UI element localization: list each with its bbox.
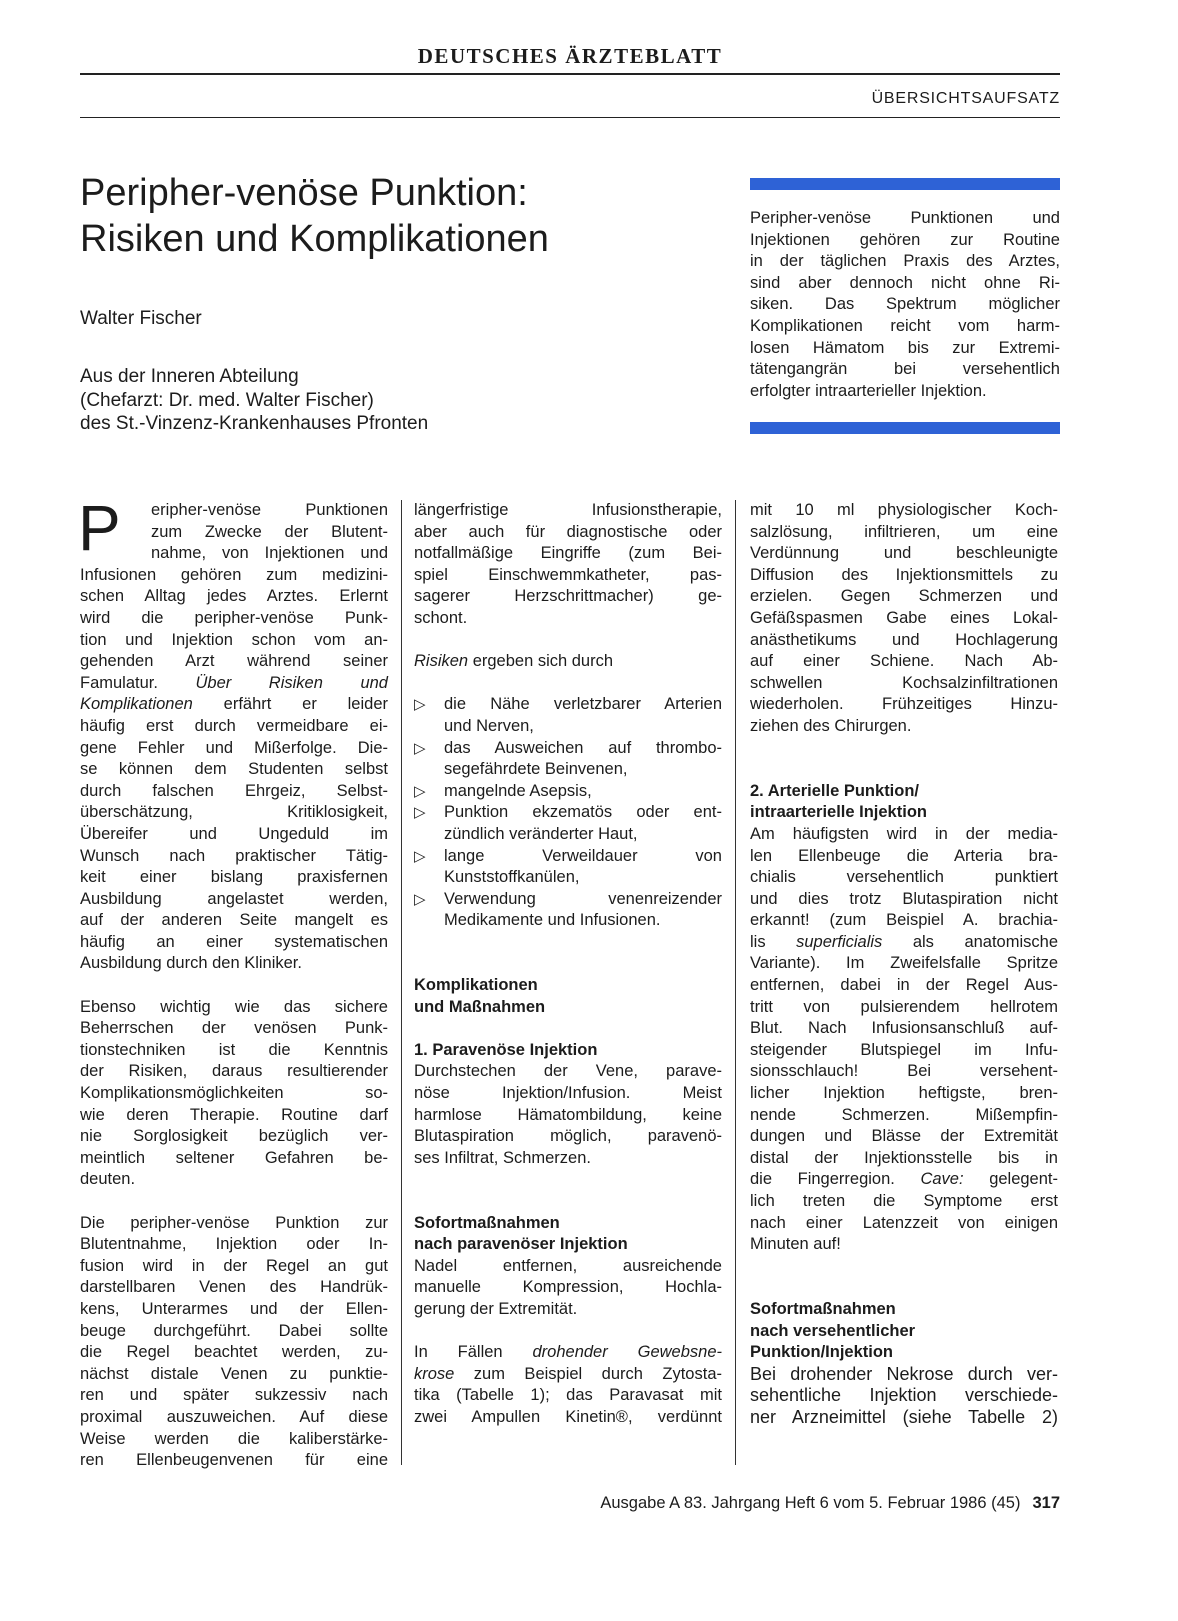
subsection-heading xyxy=(750,1299,1058,1364)
abstract-line: Komplikationen reicht vom harm- xyxy=(750,316,1060,335)
text-line: ren und später sukzessiv nach xyxy=(80,1386,388,1405)
text-line: licher Injektion heftigste, bren- xyxy=(750,1084,1058,1103)
text-line: notfallmäßige Eingriffe (zum Bei- xyxy=(414,544,722,563)
text-line: zündlich veränderter Haut, xyxy=(444,824,638,843)
text-line: deuten. xyxy=(80,1170,136,1189)
text-line: fusion wird in der Regel an gut xyxy=(80,1256,388,1275)
text-line: len Ellenbeuge die Arteria bra- xyxy=(750,846,1058,865)
list-item xyxy=(414,781,722,803)
text-line: schen Alltag jedes Arztes. Erlernt xyxy=(80,587,388,606)
text-line: anästhetikums und Hochlagerung xyxy=(750,630,1058,649)
triangle-bullet-icon: ▷ xyxy=(414,890,426,908)
text-line: se können dem Studenten selbst xyxy=(80,760,388,779)
text-line: wie deren Therapie. Routine darf xyxy=(80,1105,388,1124)
text-line: nöse Injektion/Infusion. Meist xyxy=(414,1084,722,1103)
text-line: Medikamente und Infusionen. xyxy=(444,911,661,930)
column-1 xyxy=(78,492,388,1493)
text-line: Am häufigsten wird in der media- xyxy=(750,824,1058,843)
heading-line: Sofortmaßnahmen xyxy=(750,1299,896,1318)
text-line: Bei drohender Nekrose durch ver- xyxy=(750,1363,1058,1384)
text-line: entfernen, dabei in der Regel Aus- xyxy=(750,976,1058,995)
affiliation-line: Aus der Inneren Abteilung xyxy=(80,366,299,387)
drop-cap: P xyxy=(78,492,121,564)
paragraph xyxy=(414,1061,722,1169)
text-line: lis superficialis als anatomische xyxy=(750,932,1058,951)
abstract-line: Peripher-venöse Punktionen und xyxy=(750,209,1060,227)
subsection-heading xyxy=(414,1040,722,1062)
journal-masthead: DEUTSCHES ÄRZTEBLATT xyxy=(417,44,723,68)
heading-line: 2. Arterielle Punktion/ xyxy=(750,781,920,800)
text-line: sehentliche Injektion verschiede- xyxy=(750,1385,1058,1406)
text-line: Weise werden die kaliberstärke- xyxy=(80,1429,388,1448)
text-line: Kunststoffkanülen, xyxy=(444,868,580,887)
text-line: durch falschen Ehrgeiz, Selbst- xyxy=(80,781,388,800)
paragraph xyxy=(414,1342,722,1428)
paragraph xyxy=(80,997,388,1191)
text-line: Ausbildung angelastet werden, xyxy=(80,889,388,908)
emphasis: Risiken xyxy=(414,652,469,671)
text-line: ren Ellenbeugenvenen für eine xyxy=(80,1451,388,1470)
list-item xyxy=(414,694,722,737)
text-line: spiel Einschwemmkatheter, pas- xyxy=(414,565,722,584)
text-line: nie Sorglosigkeit bezüglich ver- xyxy=(80,1127,388,1146)
text-line: manuelle Kompression, Hochla- xyxy=(414,1278,722,1297)
subsection-heading xyxy=(414,1213,722,1256)
text-line: Wunsch nach praktischer Tätig- xyxy=(80,846,388,865)
text-line: die Regel beachtet werden, zu- xyxy=(80,1343,388,1362)
risk-list xyxy=(414,694,722,932)
paragraph xyxy=(750,1364,1058,1429)
text-line: beuge durchgeführt. Dabei sollte xyxy=(80,1321,388,1340)
list-item xyxy=(414,846,722,889)
text-line: auf einer Schiene. Nach Ab- xyxy=(750,652,1058,671)
triangle-bullet-icon: ▷ xyxy=(414,847,426,865)
text-line: Blut. Nach Infusionsanschluß auf- xyxy=(750,1019,1058,1038)
text-line: Blutaspiration möglich, paravenö- xyxy=(414,1127,722,1146)
text-line: keit einer bislang praxisfernen xyxy=(80,868,388,887)
text-line: meintlich seltener Gefahren be- xyxy=(80,1148,388,1167)
paragraph xyxy=(750,500,1058,738)
text-line: zwei Ampullen Kinetin®, verdünnt xyxy=(414,1407,722,1426)
text-line: nach einer Latenzzeit von einigen xyxy=(750,1213,1058,1232)
article-title xyxy=(80,170,720,262)
text-line: Ebenso wichtig wie das sichere xyxy=(80,997,388,1016)
column-3 xyxy=(750,500,1058,1450)
text-line: proximal auszuweichen. Auf diese xyxy=(80,1407,388,1426)
paragraph xyxy=(414,651,722,673)
text-line: der Risiken, daraus resultierender xyxy=(80,1062,388,1081)
text-line: Beherrschen der venösen Punk- xyxy=(80,1019,388,1038)
triangle-bullet-icon: ▷ xyxy=(414,782,426,800)
text-line: Diffusion des Injektionsmittels zu xyxy=(750,565,1058,584)
text-line: darstellbaren Venen des Handrük- xyxy=(80,1278,388,1297)
text-line: sagerer Herzschrittmacher) ge- xyxy=(414,587,722,606)
text-line: und Nerven, xyxy=(444,716,534,735)
abstract-line: Injektionen gehören zur Routine xyxy=(750,230,1060,249)
text-line: harmlose Hämatombildung, keine xyxy=(414,1105,722,1124)
text-line: Komplikationsmöglichkeiten so- xyxy=(80,1084,388,1103)
text-line: Famulatur. Über Risiken und xyxy=(80,673,388,692)
page-footer xyxy=(80,1494,1060,1513)
title-line: Peripher-venöse Punktion: xyxy=(80,172,528,214)
text-line: Ausbildung durch den Kliniker. xyxy=(80,954,302,973)
section-rule xyxy=(80,117,1060,118)
abstract-bar-top xyxy=(750,178,1060,190)
section-heading xyxy=(414,975,722,1018)
abstract-line: sind aber dennoch nicht ohne Ri- xyxy=(750,273,1060,292)
text-line: ner Arzneimittel (siehe Tabelle 2) xyxy=(750,1406,1058,1427)
page-number: 317 xyxy=(1032,1494,1060,1512)
text-line: Die peripher-venöse Punktion zur xyxy=(80,1213,388,1232)
paragraph xyxy=(750,824,1058,1256)
text-line: steigender Blutspiegel im Infu- xyxy=(750,1040,1058,1059)
text-line: schont. xyxy=(414,608,468,627)
column-rule xyxy=(401,500,402,1465)
text-line: distal der Injektionsstelle bis in xyxy=(750,1148,1058,1167)
text-line: dungen und Blässe der Extremität xyxy=(750,1127,1058,1146)
text-line: Infusionen gehören zum medizini- xyxy=(80,565,388,584)
text-line: Nadel entfernen, ausreichende xyxy=(414,1256,722,1275)
text-line: chialis versehentlich punktiert xyxy=(750,868,1058,887)
text-line: ziehen des Chirurgen. xyxy=(750,716,912,735)
text-line: gehenden Arzt während seiner xyxy=(80,652,388,671)
text-line: nende Schmerzen. Mißempfin- xyxy=(750,1105,1058,1124)
text-line: eripher-venöse Punktionen xyxy=(151,501,388,519)
text-line: erzielen. Gegen Schmerzen und xyxy=(750,587,1058,606)
heading-line: 1. Paravenöse Injektion xyxy=(414,1040,598,1059)
text-line: Verwendung venenreizender xyxy=(444,889,722,908)
subsection-heading xyxy=(750,781,1058,824)
masthead-rule xyxy=(80,73,1060,75)
abstract-line: losen Hämatom bis zur Extremi- xyxy=(750,338,1060,357)
heading-line: Komplikationen xyxy=(414,976,538,995)
text-line: ses Infiltrat, Schmerzen. xyxy=(414,1148,591,1167)
text-line: Blutentnahme, Injektion oder In- xyxy=(80,1235,388,1254)
paragraph xyxy=(414,1256,722,1321)
abstract-line: erfolgter intraarterieller Injektion. xyxy=(750,381,987,400)
title-line: Risiken und Komplikationen xyxy=(80,218,549,260)
list-item xyxy=(414,738,722,781)
affiliation-line: (Chefarzt: Dr. med. Walter Fischer) xyxy=(80,389,374,411)
text-line: die Fingerregion. Cave: gelegent- xyxy=(750,1170,1058,1189)
paragraph xyxy=(80,1213,388,1472)
list-item xyxy=(414,802,722,845)
affiliation xyxy=(80,365,428,436)
text-line: schwellen Kochsalzinfiltrationen xyxy=(750,673,1058,692)
text-line: wiederholen. Frühzeitiges Hinzu- xyxy=(750,695,1058,714)
abstract-bar-bottom xyxy=(750,422,1060,434)
text-line: häufig an einer systematischen xyxy=(80,932,388,951)
text-line: mit 10 ml physiologischer Koch- xyxy=(750,501,1058,519)
column-rule xyxy=(735,500,736,1465)
triangle-bullet-icon: ▷ xyxy=(414,696,426,714)
text-line: wird die peripher-venöse Punk- xyxy=(80,608,388,627)
text-line: tionstechniken ist die Kenntnis xyxy=(80,1040,388,1059)
text-line: erkannt! (zum Beispiel A. brachia- xyxy=(750,911,1058,930)
text-line: häufig erst durch vermeidbare ei- xyxy=(80,716,388,735)
text-line: Gefäßspasmen Gabe eines Lokal- xyxy=(750,608,1058,627)
text-line: und dies trotz Blutaspiration nicht xyxy=(750,889,1058,908)
text-line: zum Zwecke der Blutent- xyxy=(151,522,388,541)
text-line: salzlösung, infiltrieren, um eine xyxy=(750,522,1058,541)
text-line: lange Verweildauer von xyxy=(444,846,722,865)
text-line: gene Fehler und Mißerfolge. Die- xyxy=(80,738,388,757)
heading-line: und Maßnahmen xyxy=(414,997,546,1016)
text-line: aber auch für diagnostische oder xyxy=(414,522,722,541)
text-line: Komplikationen erfährt er leider xyxy=(80,695,388,714)
text-line: längerfristige Infusionstherapie, xyxy=(414,501,722,519)
triangle-bullet-icon: ▷ xyxy=(414,804,426,822)
text-line: Minuten auf! xyxy=(750,1235,841,1254)
text-line: Durchstechen der Vene, parave- xyxy=(414,1062,722,1081)
text-line: gerung der Extremität. xyxy=(414,1299,578,1318)
abstract-line: in der täglichen Praxis des Arztes, xyxy=(750,252,1060,271)
text-line: auf der anderen Seite mangelt es xyxy=(80,911,388,930)
text-line: nahme, von Injektionen und xyxy=(151,544,388,563)
heading-line: Punktion/Injektion xyxy=(750,1343,893,1362)
text-line: nächst distale Venen zu punktie- xyxy=(80,1364,388,1383)
author: Walter Fischer xyxy=(80,308,202,329)
abstract-line: siken. Das Spektrum möglicher xyxy=(750,295,1060,314)
column-2 xyxy=(414,500,722,1450)
text-line: krose zum Beispiel durch Zytosta- xyxy=(414,1364,722,1383)
abstract xyxy=(750,208,1060,402)
text-line: mangelnde Asepsis, xyxy=(444,781,592,800)
heading-line: intraarterielle Injektion xyxy=(750,803,927,822)
section-label: ÜBERSICHTSAUFSATZ xyxy=(871,90,1060,107)
heading-line: nach paravenöser Injektion xyxy=(414,1235,628,1254)
text-line: Übereifer und Ungeduld im xyxy=(80,824,388,843)
heading-line: Sofortmaßnahmen xyxy=(414,1213,560,1232)
text-line: Verdünnung und beschleunigte xyxy=(750,544,1058,563)
text-line: Punktion ekzematös oder ent- xyxy=(444,803,722,822)
affiliation-line: des St.-Vinzenz-Krankenhauses Pfronten xyxy=(80,413,429,434)
text-line: überschätzung, Kritiklosigkeit, xyxy=(80,803,388,822)
triangle-bullet-icon: ▷ xyxy=(414,739,426,757)
heading-line: nach versehentlicher xyxy=(750,1321,916,1340)
paragraph xyxy=(78,492,388,975)
list-item xyxy=(414,889,722,932)
text-line: Variante). Im Zweifelsfalle Spritze xyxy=(750,954,1058,973)
text-line: tion und Injektion schon vom an- xyxy=(80,630,388,649)
paragraph xyxy=(414,500,722,630)
text-line: lich treten die Symptome erst xyxy=(750,1192,1058,1210)
abstract-line: tätengangrän bei versehentlich xyxy=(750,360,1060,379)
text-line: die Nähe verletzbarer Arterien xyxy=(444,695,722,714)
text: ergeben sich durch xyxy=(468,652,614,671)
text-line: tritt von pulsierendem hellrotem xyxy=(750,997,1058,1016)
text-line: sionsschlauch! Bei versehent- xyxy=(750,1062,1058,1081)
issue-info: Ausgabe A 83. Jahrgang Heft 6 vom 5. Februar 1986 (45) xyxy=(600,1494,1021,1512)
text-line: In Fällen drohender Gewebsne- xyxy=(414,1343,722,1362)
text-line: tika (Tabelle 1); das Paravasat mit xyxy=(414,1386,722,1405)
text-line: das Ausweichen auf thrombo- xyxy=(444,738,722,757)
text-line: kens, Unterarmes und der Ellen- xyxy=(80,1299,388,1318)
text-line: segefährdete Beinvenen, xyxy=(444,760,628,779)
